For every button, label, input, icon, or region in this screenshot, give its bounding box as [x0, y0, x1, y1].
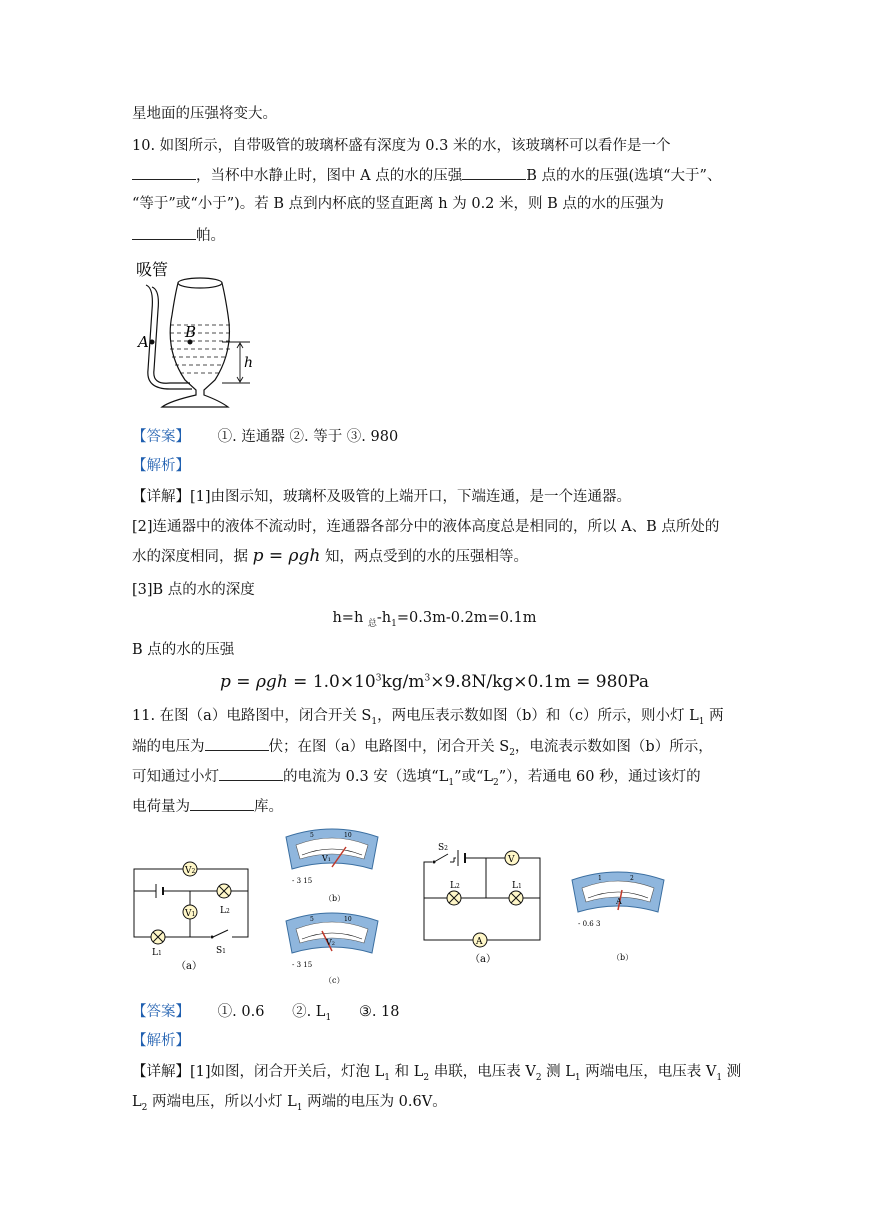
fig-a-label-right: （a）	[470, 954, 496, 965]
fig-a-label-left: （a）	[176, 961, 202, 972]
svg-text:S1: S1	[216, 946, 226, 956]
svg-text:5: 5	[310, 916, 314, 923]
q10-answer-line	[132, 427, 398, 447]
q11-answer-line: 【答案】 ①. 0.6 ②. $L_1$ ③. 18	[132, 1004, 400, 1023]
q11-line-4	[132, 796, 283, 817]
glass-straw-figure	[130, 255, 260, 415]
q10-line-2a: ，当杯中水静止时，图中 A 点的水的压强	[196, 168, 463, 184]
q11-line-1: 11. 在图（a）电路图中，闭合开关 $S_1$，两电压表示数如图（b）和（c）所示，则小灯 $L_1$ 两	[132, 708, 724, 727]
glass-rim	[178, 278, 222, 288]
q10-answer: ①. 连通器 ②. 等于 ③. 980	[217, 429, 399, 445]
equation-pressure: $p = \rho gh = 1.0\times 10^3kg/m^3\times 9.8N/kg\times 0.1m = 980Pa$	[219, 672, 650, 692]
formula-p-rho-g-h: p = ρgh	[252, 546, 321, 566]
q10-line-2b: B 点的水的压强(选填“大于”、	[526, 168, 722, 184]
answer-tag: 【答案】	[132, 429, 190, 445]
svg-text:S2: S2	[438, 843, 448, 853]
svg-text:A: A	[616, 897, 622, 906]
q9-tail-text: 星地面的压强将变大。	[132, 106, 277, 122]
svg-text:- 3 15: - 3 15	[292, 961, 313, 969]
q11-line-2b: 伏；在图（a）电路图中，闭合开关 $S_2$，电流表示数如图（b）所示，	[268, 739, 713, 758]
q11-detail-1: 【详解】[1]如图，闭合开关后，灯泡 $L_1$ 和 $L_2$ 串联，电压表 $V_2$ 测 $L_1$ 两端电压，电压表 $V_1$ 测	[132, 1064, 742, 1083]
q10-line-4	[132, 225, 225, 246]
q10-detail-3	[132, 546, 528, 567]
svg-text:V1: V1	[185, 909, 196, 919]
q10-line-2	[132, 165, 721, 186]
q10-line-3: “等于”或“小于”)。若 B 点到内杯底的竖直距离 h 为 0.2 米，则 B 点的水的压强为	[132, 196, 664, 212]
q11-detail-2: $L_2$ 两端电压，所以小灯 $L_1$ 两端的电压为 0.6V。	[132, 1094, 447, 1113]
fig-b-label: （b）	[324, 894, 346, 903]
svg-text:2: 2	[630, 875, 634, 882]
q11-line-4a: 电荷量为	[132, 799, 190, 815]
detail-tag-q11: 【详解】	[132, 1064, 190, 1080]
svg-text:V2: V2	[185, 866, 196, 876]
straw-label: 吸管	[136, 260, 169, 279]
voltmeter-figures	[282, 825, 382, 985]
point-a	[150, 340, 155, 345]
fig-b-label-right: （b）	[612, 953, 634, 962]
circuit-a-left	[128, 855, 256, 973]
svg-text:V: V	[508, 855, 515, 865]
answer-blank-2	[462, 165, 526, 180]
answer-blank-4	[205, 736, 269, 751]
svg-text:10: 10	[344, 916, 352, 923]
q10-detail-4: [3]B 点的水的深度	[132, 582, 255, 598]
q11-line-3a: 可知通过小灯	[132, 769, 219, 785]
q10-line-4b: 帕。	[196, 228, 225, 244]
detail-tag: 【详解】	[132, 489, 190, 505]
svg-text:L1: L1	[152, 948, 162, 958]
q10-detail-1-text: [1]由图示知，玻璃杯及吸管的上端开口，下端连通，是一个连通器。	[190, 489, 632, 505]
svg-text:10: 10	[344, 832, 352, 839]
voltmeter-c	[286, 913, 378, 985]
answer-blank-6	[190, 796, 254, 811]
svg-text:5: 5	[310, 832, 314, 839]
q10-detail-3b: 知，两点受到的水的压强相等。	[325, 549, 528, 565]
svg-text:L2: L2	[450, 881, 460, 891]
q11-line-3	[132, 766, 701, 793]
ammeter-b	[568, 868, 668, 968]
q10-detail-1	[132, 487, 631, 507]
svg-text:- 0.6 3: - 0.6 3	[578, 920, 601, 928]
label-h: h	[244, 355, 254, 371]
q11-analysis-tag: 【解析】	[132, 1033, 190, 1049]
svg-text:L1: L1	[512, 881, 522, 891]
circuit-a-right	[418, 838, 548, 968]
q11-line-4b: 库。	[254, 799, 283, 815]
answer-blank-3	[132, 225, 196, 240]
q11-line-3b: 的电流为 0.3 安（选填“$L_1$”或“$L_2$”），若通电 60 秒，通过该灯的	[283, 769, 701, 788]
svg-text:A: A	[476, 937, 483, 947]
q10-line-1: 10. 如图所示，自带吸管的玻璃杯盛有深度为 0.3 米的水，该玻璃杯可以看作是一个	[132, 138, 671, 154]
svg-text:V1: V1	[322, 854, 331, 863]
svg-text:L2: L2	[220, 906, 230, 916]
q10-detail-3a: 水的深度相同，据	[132, 549, 248, 565]
fig-c-label: （c）	[324, 976, 345, 985]
answer-blank-1	[132, 165, 196, 180]
voltmeter-b	[286, 829, 378, 903]
q10-detail-2: [2]连通器中的液体不流动时，连通器各部分中的液体高度总是相同的，所以 A、B 点所处的	[132, 519, 720, 535]
q10-detail-5: B 点的水的压强	[132, 642, 235, 658]
svg-text:- 3 15: - 3 15	[292, 877, 313, 885]
svg-text:V2: V2	[326, 938, 335, 947]
answer-blank-5	[219, 766, 283, 781]
equation-depth: h=h $_总-h_1=0.3m-0.2m=0.1m$	[332, 610, 537, 629]
q11-line-2a: 端的电压为	[132, 739, 205, 755]
q10-analysis-tag: 【解析】	[132, 458, 190, 474]
label-a: A	[138, 333, 149, 351]
answer-tag-q11: 【答案】	[132, 1004, 190, 1020]
label-b: B	[185, 323, 197, 341]
svg-text:1: 1	[598, 875, 602, 882]
q11-line-2	[132, 736, 713, 763]
